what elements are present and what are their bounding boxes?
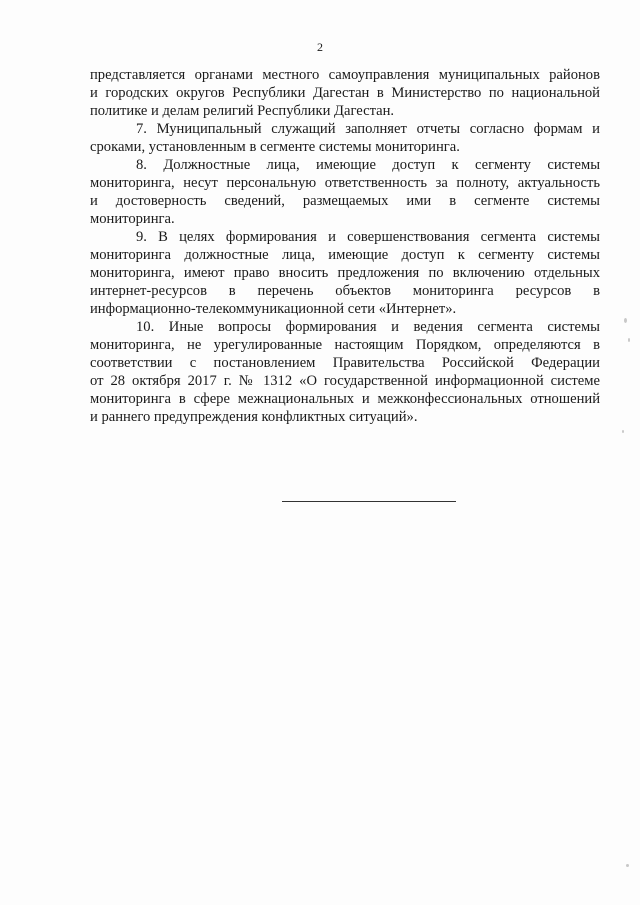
text-line: 9. В целях формирования и совершенствования сегмента системы bbox=[136, 229, 600, 245]
text-line: мониторинга. bbox=[90, 211, 175, 227]
text-line: мониторинга, не урегулированные настоящим Порядком, определяются в bbox=[90, 337, 600, 353]
text-line: мониторинга должностные лица, имеющие доступ к сегменту системы bbox=[90, 247, 600, 263]
text-line: 10. Иные вопросы формирования и ведения сегмента системы bbox=[136, 319, 600, 335]
text-line: мониторинга, несут персональную ответственность за полноту, актуальность bbox=[90, 175, 600, 191]
text-line: от 28 октября 2017 г. № 1312 «О государственной информационной системе bbox=[90, 373, 600, 389]
text-line: политике и делам религий Республики Дагестан. bbox=[90, 103, 395, 119]
text-line: и городских округов Республики Дагестан в Министерство по национальной bbox=[90, 85, 600, 101]
text-line: мониторинга в сфере межнациональных и межконфессиональных отношений bbox=[90, 391, 600, 407]
document-body bbox=[90, 66, 600, 426]
end-separator-line bbox=[282, 501, 456, 502]
text-line: соответствии с постановлением Правительства Российской Федерации bbox=[90, 355, 600, 371]
scan-speck bbox=[622, 430, 624, 433]
text-line: сроками, установленным в сегменте системы мониторинга. bbox=[90, 139, 460, 155]
scan-speck bbox=[624, 318, 627, 323]
paragraph-7 bbox=[90, 120, 600, 156]
text-line: 8. Должностные лица, имеющие доступ к сегменту системы bbox=[136, 157, 600, 173]
paragraph-8 bbox=[90, 156, 600, 228]
text-line: информационно-телекоммуникационной сети «Интернет». bbox=[90, 301, 457, 317]
paragraph-9 bbox=[90, 228, 600, 318]
scan-speck bbox=[626, 864, 629, 867]
text-line: интернет-ресурсов в перечень объектов мониторинга ресурсов в bbox=[90, 283, 600, 299]
paragraph-continuation bbox=[90, 66, 600, 120]
paragraph-10 bbox=[90, 318, 600, 426]
page-number: 2 bbox=[317, 40, 323, 54]
text-line: и раннего предупреждения конфликтных ситуаций». bbox=[90, 409, 418, 425]
text-line: и достоверность сведений, размещаемых ими в сегменте системы bbox=[90, 193, 600, 209]
text-line: 7. Муниципальный служащий заполняет отчеты согласно формам и bbox=[136, 121, 600, 137]
scan-speck bbox=[628, 338, 630, 342]
text-line: представляется органами местного самоуправления муниципальных районов bbox=[90, 67, 600, 83]
text-line: мониторинга, имеют право вносить предложения по включению отдельных bbox=[90, 265, 600, 281]
